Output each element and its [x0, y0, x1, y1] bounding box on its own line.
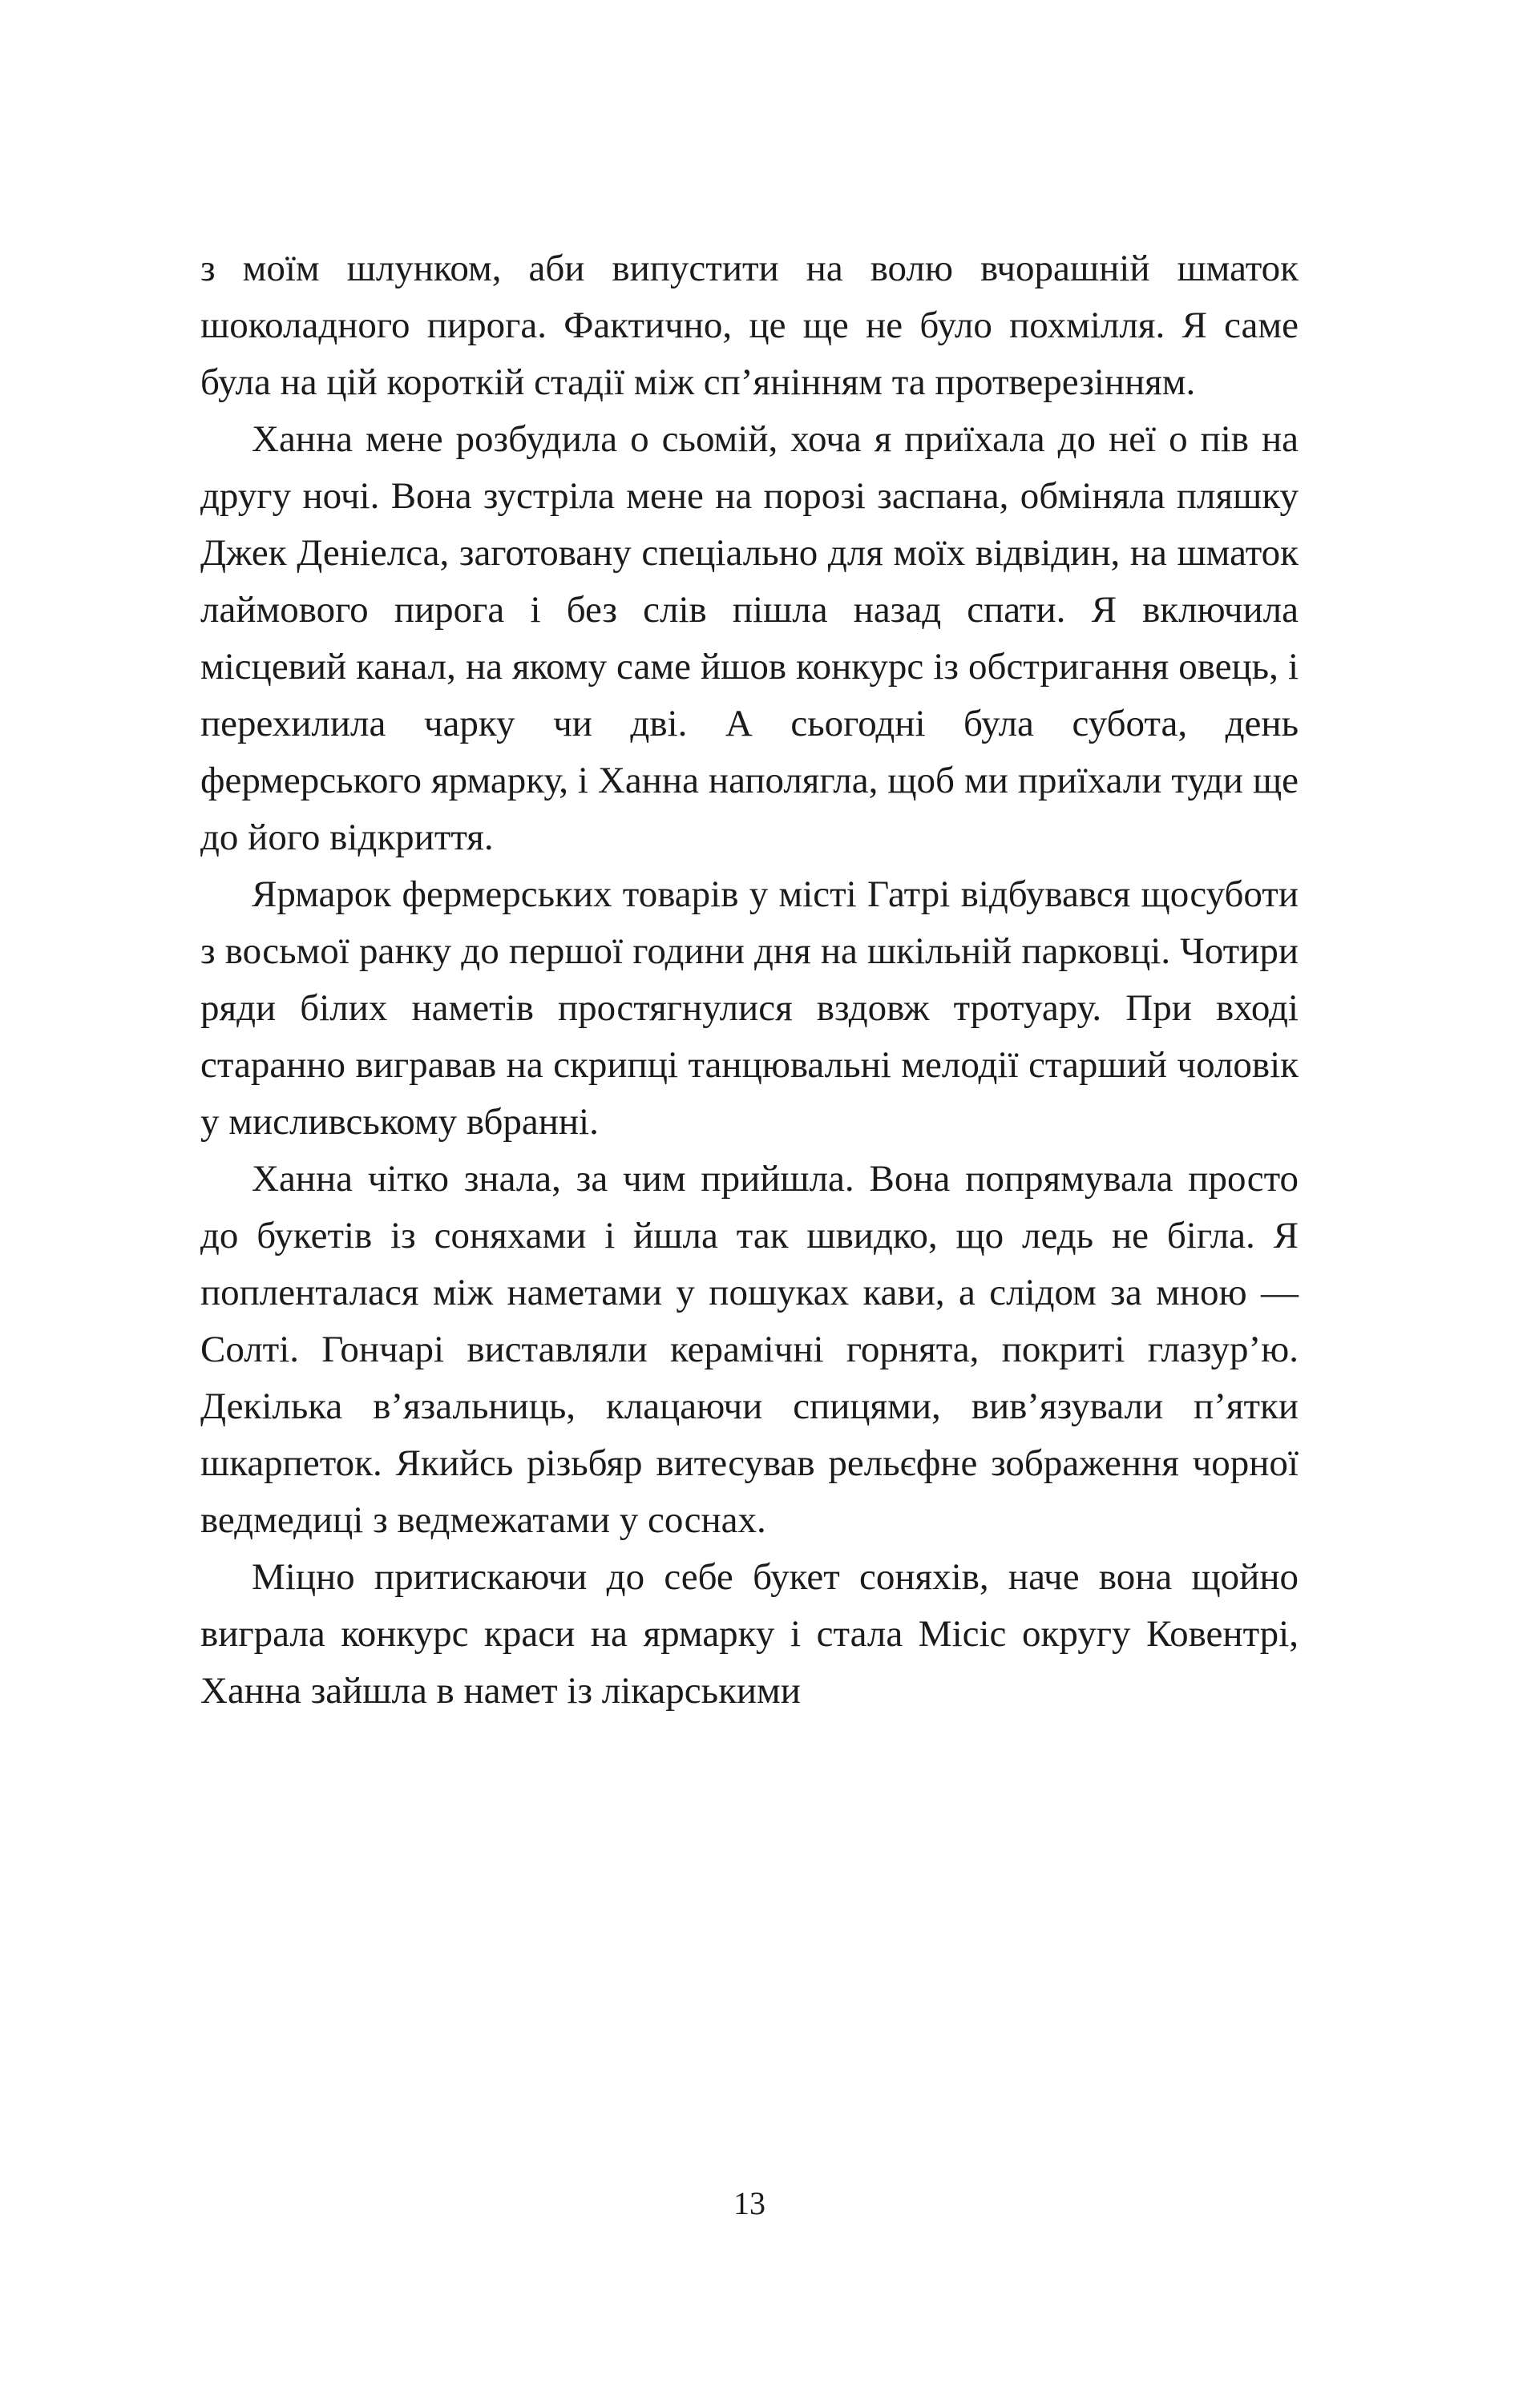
- page-number: 13: [733, 2185, 765, 2221]
- paragraph-5: Міцно притискаючи до себе букет соняхів, наче вона щойно виграла конкурс краси на ярмарку і стала Місіс округу Ковентрі, Ханна зайшла в намет із лікарськими: [200, 1556, 1299, 1712]
- paragraph-4: Ханна чітко знала, за чим прийшла. Вона попрямувала просто до букетів із соняхами і йшла так швидко, що ледь не бігла. Я попленталася між наметами у пошуках кави, а слідом за мною — Солті. Гончарі виставляли керамічні горнята, покриті глазур’ю. Декілька в’язальниць, клацаючи спицями, вив’язували п’ятки шкарпеток. Якийсь різьбяр витесував рельєфне зображення чорної ведмедиці з ведмежатами у соснах.: [200, 1158, 1299, 1541]
- paragraph-1: з моїм шлунком, аби випустити на волю вчорашній шматок шоколадного пирога. Фактично, це ще не було похмілля. Я саме була на цій короткій стадії між сп’янінням та протверезінням.: [200, 248, 1299, 403]
- page-text: [200, 240, 1299, 1720]
- paragraph-3: Ярмарок фермерських товарів у місті Гатрі відбувався щосуботи з восьмої ранку до першої години дня на шкільній парковці. Чотири ряди білих наметів простягнулися вздовж тротуару. При вході старанно вигравав на скрипці танцювальні мелодії старший чоловік у мисливському вбранні.: [200, 873, 1299, 1143]
- paragraph-2: Ханна мене розбудила о сьомій, хоча я приїхала до неї о пів на другу ночі. Вона зустріла мене на порозі заспана, обміняла пляшку Джек Деніелса, заготовану спеціально для моїх відвідин, на шматок лаймового пирога і без слів пішла назад спати. Я включила місцевий канал, на якому саме йшов конкурс із обстригання овець, і перехилила чарку чи дві. А сьогодні була субота, день фермерського ярмарку, і Ханна наполягла, щоб ми приїхали туди ще до його відкриття.: [200, 418, 1299, 858]
